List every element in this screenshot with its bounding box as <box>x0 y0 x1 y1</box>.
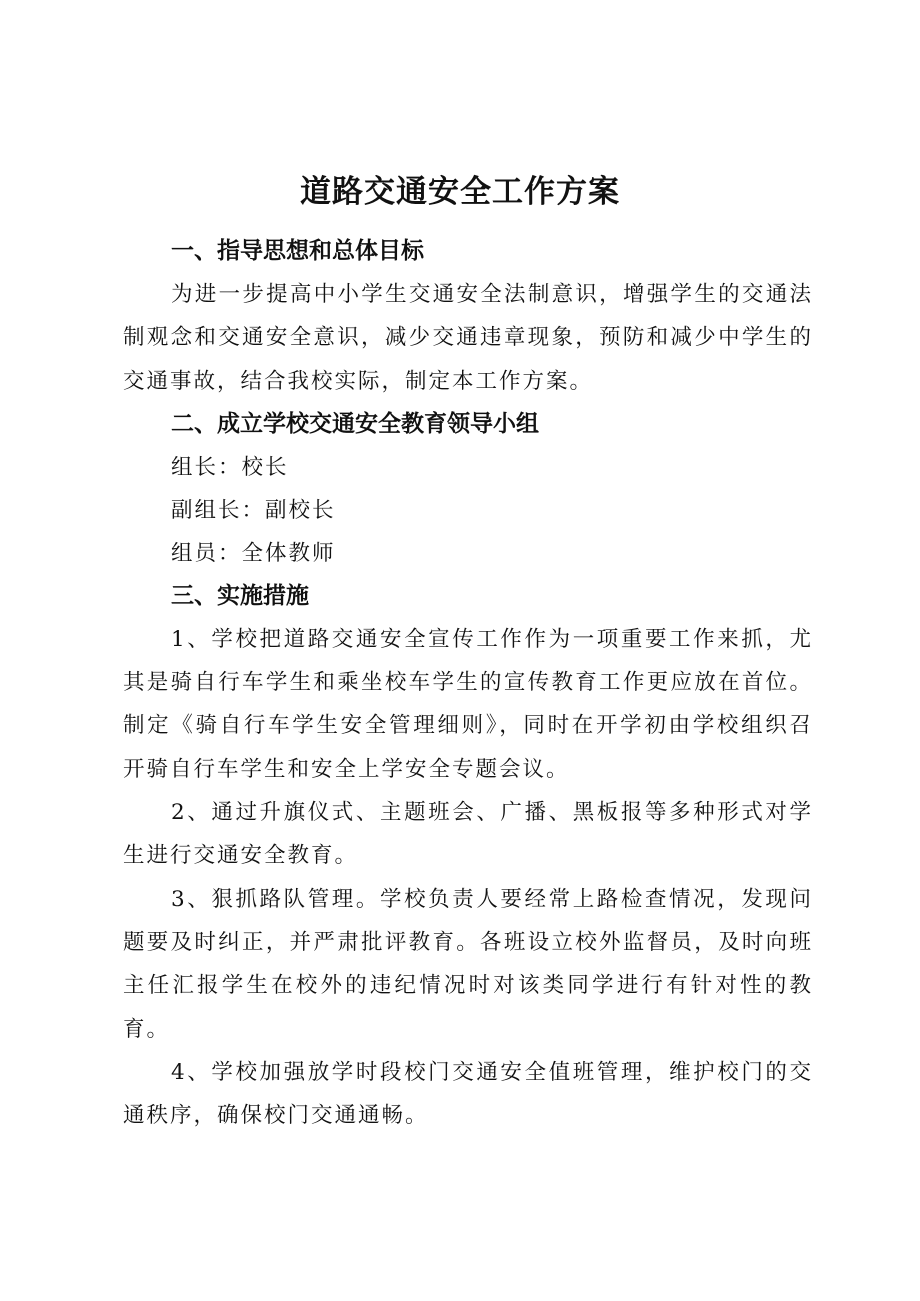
member-leader: 组长：校长 <box>171 454 289 480</box>
measure-3: 3、狠抓路队管理。学校负责人要经常上路检查情况，发现问题要及时纠正，并严肃批评教育。各班设立校外监督员，及时向班主任汇报学生在校外的违纪情况时对该类同学进行有针对性的教育。 <box>123 886 813 1042</box>
section-heading-1: 一、指导思想和总体目标 <box>171 238 424 264</box>
section-paragraph-1: 为进一步提高中小学生交通安全法制意识，增强学生的交通法制观念和交通安全意识，减少交通违章现象，预防和减少中学生的交通事故，结合我校实际，制定本工作方案。 <box>123 282 813 394</box>
document-title: 道路交通安全工作方案 <box>300 174 620 210</box>
section-heading-2: 二、成立学校交通安全教育领导小组 <box>171 410 539 437</box>
section-heading-3: 三、实施措施 <box>171 582 309 609</box>
measure-1: 1、学校把道路交通安全宣传工作作为一项重要工作来抓，尤其是骑自行车学生和乘坐校车学生的宣传教育工作更应放在首位。制定《骑自行车学生安全管理细则》，同时在开学初由学校组织召开骑自行车学生和安全上学安全专题会议。 <box>123 626 813 782</box>
member-deputy-leader: 副组长：副校长 <box>171 497 336 523</box>
measure-4: 4、学校加强放学时段校门交通安全值班管理，维护校门的交通秩序，确保校门交通通畅。 <box>123 1059 813 1129</box>
measure-2: 2、通过升旗仪式、主题班会、广播、黑板报等多种形式对学生进行交通安全教育。 <box>123 800 813 869</box>
document-body <box>123 230 813 1137</box>
member-group: 组员：全体教师 <box>171 540 336 566</box>
